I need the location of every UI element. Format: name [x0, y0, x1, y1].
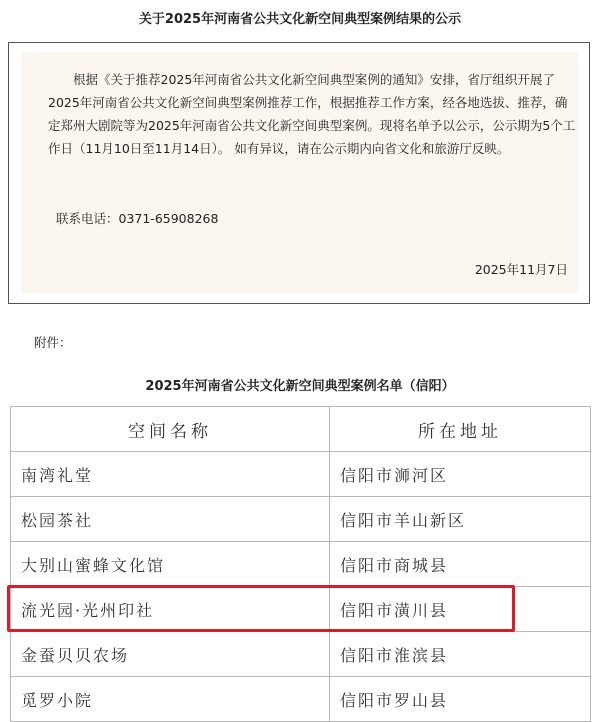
header-space-name: 空间名称 — [11, 407, 330, 452]
contact-phone: 联系电话：0371-65908268 — [56, 211, 219, 226]
space-name-cell: 金蚕贝贝农场 — [11, 632, 330, 677]
header-address: 所在地址 — [330, 407, 591, 452]
table-row — [11, 542, 591, 587]
table-row — [11, 632, 591, 677]
table-row — [11, 497, 591, 542]
space-name-cell: 觅罗小院 — [11, 677, 330, 722]
notice-body — [48, 68, 578, 160]
notice-title: 关于2025年河南省公共文化新空间典型案例结果的公示 — [138, 12, 462, 27]
address-cell: 信阳市潢川县 — [330, 587, 591, 632]
highlight-box — [7, 585, 515, 632]
notice-paragraph: 根据《关于推荐2025年河南省公共文化新空间典型案例的通知》安排，省厅组织开展了2025年河南省公共文化新空间典型案例推荐工作，根据推荐工作方案，经各地选拔、推荐，确定郑州大剧院等为2025年河南省公共文化新空间典型案例。现将名单予以公示，公示期为5个工作日（11月10日至11月14日）。 如有异议，请在公示期内向省文化和旅游厅反映。 — [48, 72, 576, 156]
table-header-row — [11, 407, 591, 452]
address-cell: 信阳市浉河区 — [330, 452, 591, 497]
attachment-label: 附件： — [34, 335, 72, 350]
table-row — [11, 677, 591, 722]
notice-date: 2025年11月7日 — [474, 262, 568, 277]
space-name-cell: 松园茶社 — [11, 497, 330, 542]
space-name-cell: 流光园·光州印社 — [11, 587, 330, 632]
address-cell: 信阳市羊山新区 — [330, 497, 591, 542]
space-name-cell: 大别山蜜蜂文化馆 — [11, 542, 330, 587]
address-cell: 信阳市罗山县 — [330, 677, 591, 722]
address-cell: 信阳市商城县 — [330, 542, 591, 587]
case-list-table — [10, 406, 591, 722]
space-name-cell: 南湾礼堂 — [11, 452, 330, 497]
table-row — [11, 452, 591, 497]
address-cell: 信阳市淮滨县 — [330, 632, 591, 677]
table-title: 2025年河南省公共文化新空间典型案例名单（信阳） — [145, 379, 455, 394]
